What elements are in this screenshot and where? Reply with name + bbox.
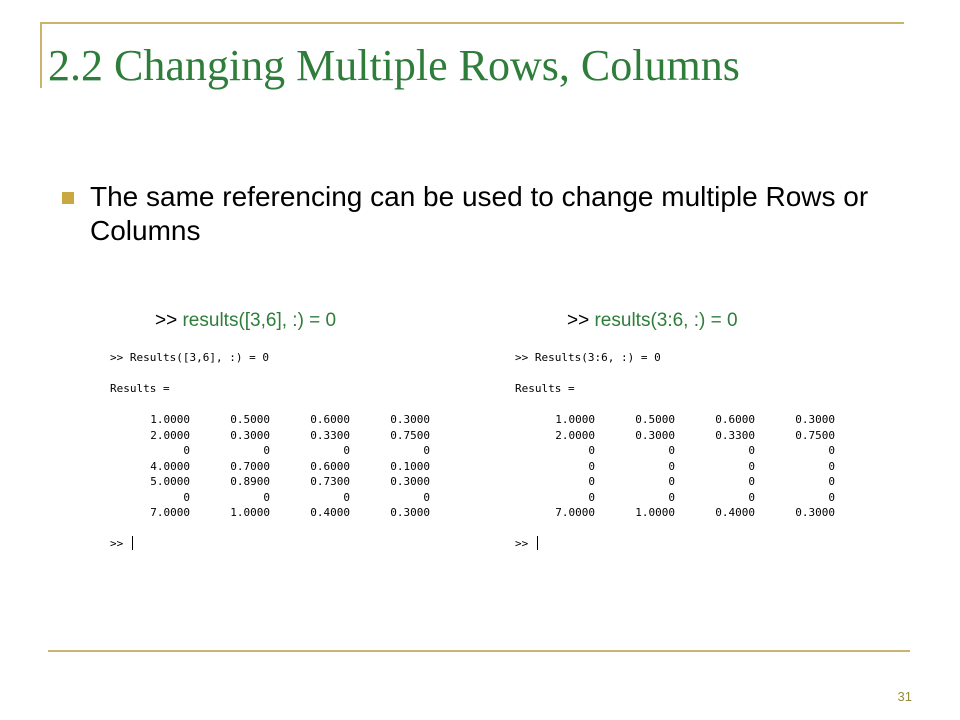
matrix-cell: 0.8900: [230, 475, 270, 488]
matrix-cell: 0.3000: [230, 428, 270, 442]
matrix-cell: 0.3000: [390, 475, 430, 488]
matrix-cell: 0.7500: [795, 428, 835, 442]
matrix-cell: 1.0000: [635, 506, 675, 519]
matrix-cell: 0.3300: [715, 428, 755, 442]
console-prompt-line: [515, 536, 865, 552]
console-prompt: >>: [515, 537, 529, 550]
matrix-cell: 0: [588, 444, 595, 457]
matrix-cell: 0.3000: [795, 506, 835, 519]
matrix-row: [110, 459, 460, 475]
matrix-row: [515, 443, 865, 459]
matrix-row: [515, 490, 865, 506]
matrix-cell: 0.3000: [635, 428, 675, 442]
slide-title: 2.2 Changing Multiple Rows, Columns: [48, 41, 740, 90]
matrix-cell: 0.5000: [635, 413, 675, 426]
matrix-cell: 0: [423, 490, 430, 504]
matrix-row: [110, 490, 460, 506]
right-command-label: [567, 310, 738, 332]
matrix-row: [110, 412, 460, 428]
matrix-cell: 0: [183, 490, 190, 504]
matrix-cell: 0.4000: [310, 506, 350, 519]
matrix-cell: 0: [263, 490, 270, 504]
matrix-cell: 0: [748, 475, 755, 488]
matrix-cell: 0: [748, 459, 755, 473]
console-var-header: Results =: [515, 382, 575, 395]
matrix-cell: 0: [828, 444, 835, 457]
matrix-cell: 0: [828, 490, 835, 504]
bullet-text: The same referencing can be used to change multiple Rows or Columns: [90, 181, 869, 246]
text-cursor: [132, 536, 133, 550]
matrix-cell: 0: [748, 444, 755, 457]
matrix-cell: 0.5000: [230, 413, 270, 426]
matrix-cell: 1.0000: [150, 413, 190, 426]
bottom-rule: [48, 650, 910, 652]
matrix-cell: 0.7500: [390, 428, 430, 442]
left-label-expression: results([3,6], :) = 0: [182, 310, 337, 331]
matrix-cell: 0: [183, 444, 190, 457]
matrix-rows: [110, 412, 460, 521]
matrix-cell: 0: [668, 490, 675, 504]
matrix-cell: 0: [343, 444, 350, 457]
page-number: 31: [897, 689, 912, 704]
right-console-output: [515, 350, 865, 552]
console-command: >> Results(3:6, :) = 0: [515, 351, 661, 364]
matrix-cell: 0.6000: [715, 413, 755, 426]
console-command: >> Results([3,6], :) = 0: [110, 351, 269, 364]
left-rule: [40, 22, 42, 88]
matrix-cell: 0: [748, 490, 755, 504]
left-label-prompt: >>: [155, 310, 178, 331]
matrix-cell: 0: [423, 444, 430, 457]
matrix-cell: 0: [343, 490, 350, 504]
matrix-cell: 0: [588, 475, 595, 488]
bullet-square-icon: [62, 192, 74, 204]
matrix-cell: 0: [668, 444, 675, 457]
matrix-cell: 0.6000: [310, 459, 350, 473]
right-label-expression: results(3:6, :) = 0: [594, 310, 738, 331]
matrix-cell: 0: [668, 459, 675, 473]
left-command-label: [155, 310, 336, 332]
top-rule: [40, 22, 904, 24]
console-prompt-line: [110, 536, 460, 552]
matrix-cell: 0: [588, 459, 595, 473]
matrix-row: [110, 474, 460, 490]
matrix-cell: 0.1000: [390, 459, 430, 473]
matrix-cell: 5.0000: [150, 475, 190, 488]
left-console-output: [110, 350, 460, 552]
matrix-row: [515, 428, 865, 444]
matrix-cell: 0: [828, 475, 835, 488]
right-label-prompt: >>: [567, 310, 590, 331]
matrix-rows: [515, 412, 865, 521]
matrix-cell: 0.3300: [310, 428, 350, 442]
text-cursor: [537, 536, 538, 550]
matrix-row: [110, 428, 460, 444]
console-prompt: >>: [110, 537, 124, 550]
matrix-cell: 0: [263, 444, 270, 457]
matrix-cell: 0: [668, 475, 675, 488]
matrix-row: [515, 505, 865, 521]
matrix-row: [515, 412, 865, 428]
matrix-cell: 0.6000: [310, 413, 350, 426]
matrix-row: [110, 505, 460, 521]
matrix-cell: 0.3000: [390, 413, 430, 426]
matrix-cell: 0.7000: [230, 459, 270, 473]
matrix-cell: 4.0000: [150, 459, 190, 473]
console-var-header: Results =: [110, 382, 170, 395]
matrix-cell: 0.3000: [795, 413, 835, 426]
matrix-cell: 0.3000: [390, 506, 430, 519]
matrix-cell: 0: [588, 490, 595, 504]
matrix-cell: 7.0000: [150, 506, 190, 519]
matrix-cell: 1.0000: [230, 506, 270, 519]
matrix-cell: 1.0000: [555, 413, 595, 426]
matrix-cell: 0: [828, 459, 835, 473]
matrix-row: [515, 474, 865, 490]
matrix-cell: 7.0000: [555, 506, 595, 519]
matrix-cell: 2.0000: [150, 428, 190, 442]
matrix-cell: 2.0000: [555, 428, 595, 442]
matrix-cell: 0.7300: [310, 475, 350, 488]
matrix-cell: 0.4000: [715, 506, 755, 519]
matrix-row: [515, 459, 865, 475]
matrix-row: [110, 443, 460, 459]
